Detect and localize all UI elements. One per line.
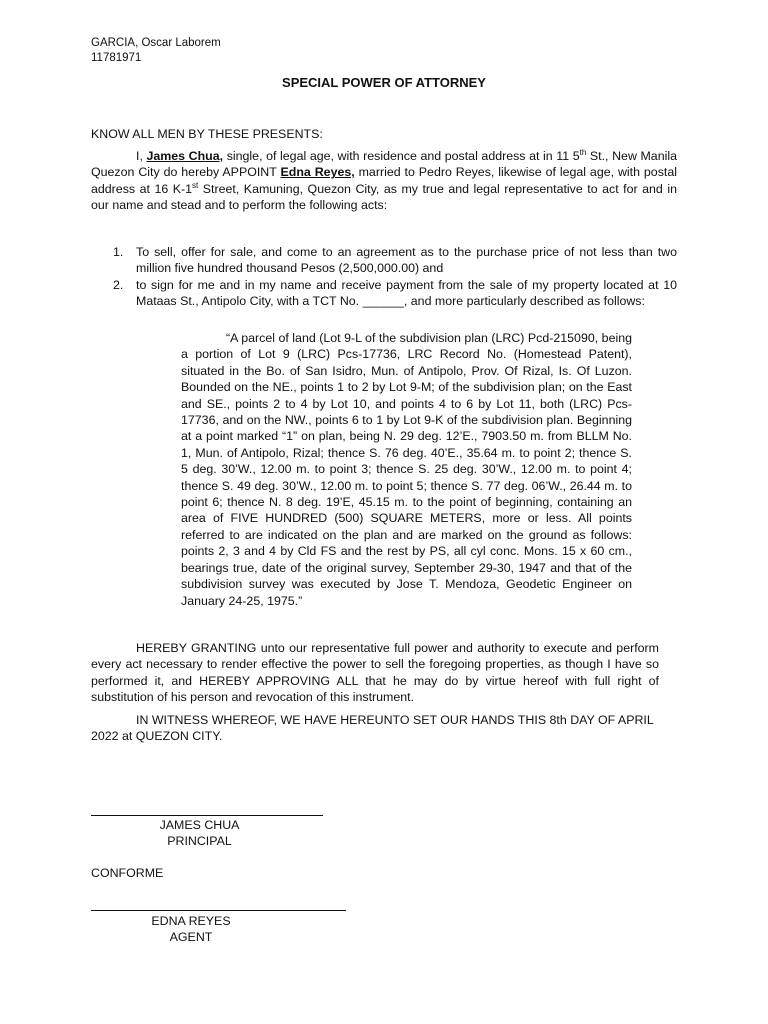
principal-signature-block [91,817,308,850]
list-item [91,244,677,277]
witness-paragraph: IN WITNESS WHEREOF, WE HAVE HEREUNTO SET OUR HANDS THIS 8th DAY OF APRIL 2022 at QUEZON CITY. [91,713,654,744]
para1-text-2: single, of legal age, with residence and postal address at in 11 5 [223,149,580,163]
property-description-quote: “A parcel of land (Lot 9-L of the subdivision plan (LRC) Pcd-215090, being a portion of Lot 9 (LRC) Pcs-17736, LRC Record No. (Homestead Patent), situated in the Bo. of San Isidro, Mun. of Antipolo, Prov. Of Rizal, Is. Of Luzon. Bounded on the NE., points 1 to 2 by Lot 9-M; of the subdivision plan; on the East and SE., points 2 to 4 by Lot 10, and points 4 to 6 by Lot 11, both (LRC) Pcs-17736, and on the NW., points 6 to 1 by Lot 9-K of the subdivision plan. Beginning at a point marked “1” on plan, being N. 29 deg. 12’E., 7903.50 m. from BLLM No. 1, Mun. of Antipolo, Rizal; thence S. 76 deg. 40’E., 35.64 m. to point 2; thence S. 5 deg. 30’W., 12.00 m. to point 3; thence S. 25 deg. 30’W., 12.00 m. to point 4; thence S. 49 deg. 30’W., 12.00 m. to point 5; thence S. 77 deg. 06’W., 26.44 m. to point 6; thence N. 8 deg. 19’E, 45.15 m. to the point of beginning, containing an area of FIVE HUNDRED (500) SQUARE METERS, more or less. All points referred to are indicated on the plan and are marked on the ground as follows: points 2, 3 and 4 by Cld FS and the rest by PS, all cyl conc. Mons. 15 x 60 cm., bearings true, date of the original survey, September 29-30, 1947 and that of the subdivision survey was executed by Jose T. Mendoza, Geodetic Engineer on January 24-25, 1975.” [181,331,632,608]
principal-signature-name: JAMES CHUA [159,818,240,832]
principal-signature-role: PRINCIPAL [167,834,232,849]
para1-text-5: Street, Kamuning, Quezon City, as my true and legal representative to act for and in our name and stead and to perform the following acts: [91,181,677,213]
principal-signature-line [91,815,323,816]
agent-signature-block [91,913,291,946]
para1-text-3: St., New Manila Quezon City do hereby APPOINT [91,149,677,180]
conforme-label: CONFORME [91,866,164,880]
intro-line: KNOW ALL MEN BY THESE PRESENTS: [91,127,323,141]
author-name: GARCIA, Oscar Laborem [91,37,221,49]
agent-signature-name: EDNA REYES [151,914,231,928]
author-id: 11781971 [91,52,142,64]
granting-paragraph: HEREBY GRANTING unto our representative full power and authority to execute and perform every act necessary to render effective the power to sell the foregoing properties, as though I have so performed it, and HEREBY APPROVING ALL that he may do by virtue hereof with full right of substitution of his person and revocation of this instrument. [91,641,659,705]
document-title: SPECIAL POWER OF ATTORNEY [282,75,486,90]
list-item-text: To sell, offer for sale, and come to an agreement as to the purchase price of not less than two million five hundred thousand Pesos (2,500,000.00) and [136,245,677,276]
list-item-number: 1. [113,245,124,259]
acts-list [91,244,677,310]
para1-text-1: I, [136,149,147,163]
agent-signature-role: AGENT [169,930,213,945]
para1-text-4: married to Pedro Reyes, likewise of legal age, with postal address at 16 K-1 [91,165,677,196]
agent-signature-line [91,910,346,911]
document-header [91,36,221,66]
list-item-text: to sign for me and in my name and receive payment from the sale of my property located at 10 Mataas St., Antipolo City, with a TCT No. ______, and more particularly described as follows: [136,277,677,309]
list-item [91,277,677,310]
ordinal-suffix: st [192,180,199,190]
appointment-paragraph [91,148,677,214]
agent-name: Edna Reyes, [280,165,355,180]
list-item-number: 2. [113,277,124,292]
ordinal-suffix: th [579,147,587,157]
principal-name: James Chua, [146,149,224,163]
